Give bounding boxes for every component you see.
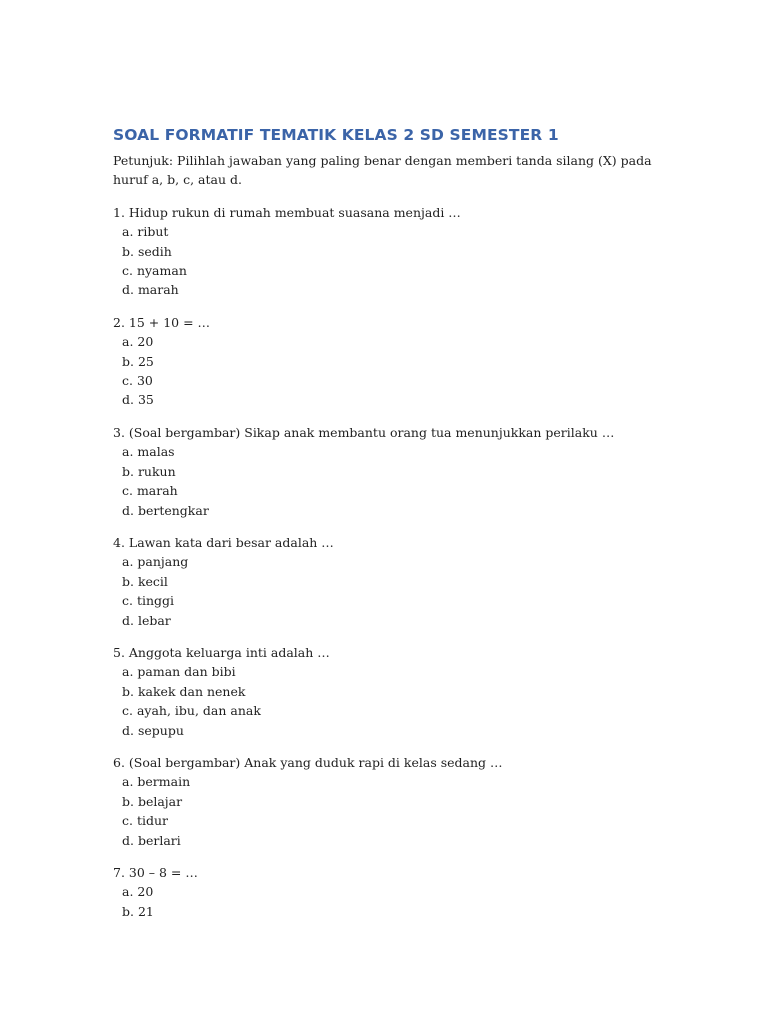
answer-option: c. 30 (122, 373, 153, 389)
question-item (113, 643, 658, 740)
answer-option: c. tidur (122, 813, 168, 829)
question-text: 4. Lawan kata dari besar adalah … (113, 534, 334, 550)
question-text: 5. Anggota keluarga inti adalah … (113, 644, 330, 660)
question-text: 3. (Soal bergambar) Sikap anak membantu orang tua menunjukkan perilaku … (113, 424, 615, 440)
answer-option: b. 21 (122, 903, 154, 919)
answer-option: b. belajar (122, 793, 183, 809)
question-text: 7. 30 – 8 = … (113, 865, 198, 880)
question-text: 6. (Soal bergambar) Anak yang duduk rapi di kelas sedang … (113, 754, 503, 770)
question-item (113, 533, 658, 630)
answer-option: b. 25 (122, 353, 154, 369)
answer-option: d. berlari (122, 832, 181, 848)
question-item (113, 203, 658, 300)
answer-option: b. sedih (122, 243, 172, 259)
answer-options (113, 552, 658, 630)
question-item (113, 313, 658, 410)
answer-option: c. ayah, ibu, dan anak (122, 703, 261, 719)
answer-option: a. 20 (122, 334, 154, 350)
answer-options (113, 332, 658, 410)
instruction-text: Petunjuk: Pilihlah jawaban yang paling benar dengan memberi tanda silang (X) pada huruf a, b, c, atau d. (113, 153, 652, 188)
answer-option: a. 20 (122, 884, 154, 900)
answer-option: c. tinggi (122, 593, 175, 609)
answer-option: b. kecil (122, 573, 168, 589)
answer-option: b. kakek dan nenek (122, 683, 246, 699)
document-title: SOAL FORMATIF TEMATIK KELAS 2 SD SEMESTER 1 (113, 126, 559, 144)
answer-options (113, 442, 658, 520)
answer-option: c. marah (122, 483, 178, 499)
question-text: 2. 15 + 10 = … (113, 314, 211, 330)
answer-option: a. ribut (122, 224, 169, 240)
question-text: 1. Hidup rukun di rumah membuat suasana menjadi … (113, 204, 461, 220)
answer-option: c. nyaman (122, 263, 187, 279)
answer-options (113, 662, 658, 740)
answer-options (113, 222, 658, 300)
answer-option: d. sepupu (122, 722, 184, 738)
question-item (113, 423, 658, 520)
answer-option: d. 35 (122, 392, 154, 408)
answer-option: a. paman dan bibi (122, 664, 236, 680)
answer-options (113, 772, 658, 850)
answer-option: d. bertengkar (122, 502, 209, 518)
document-page (113, 125, 658, 934)
answer-option: d. lebar (122, 612, 171, 628)
answer-option: b. rukun (122, 463, 176, 479)
question-item (113, 863, 658, 921)
answer-option: d. marah (122, 282, 179, 298)
answer-option: a. malas (122, 444, 175, 460)
answer-option: a. bermain (122, 774, 191, 790)
question-item (113, 753, 658, 850)
question-list (113, 203, 658, 921)
answer-option: a. panjang (122, 554, 189, 570)
answer-options (113, 882, 658, 921)
